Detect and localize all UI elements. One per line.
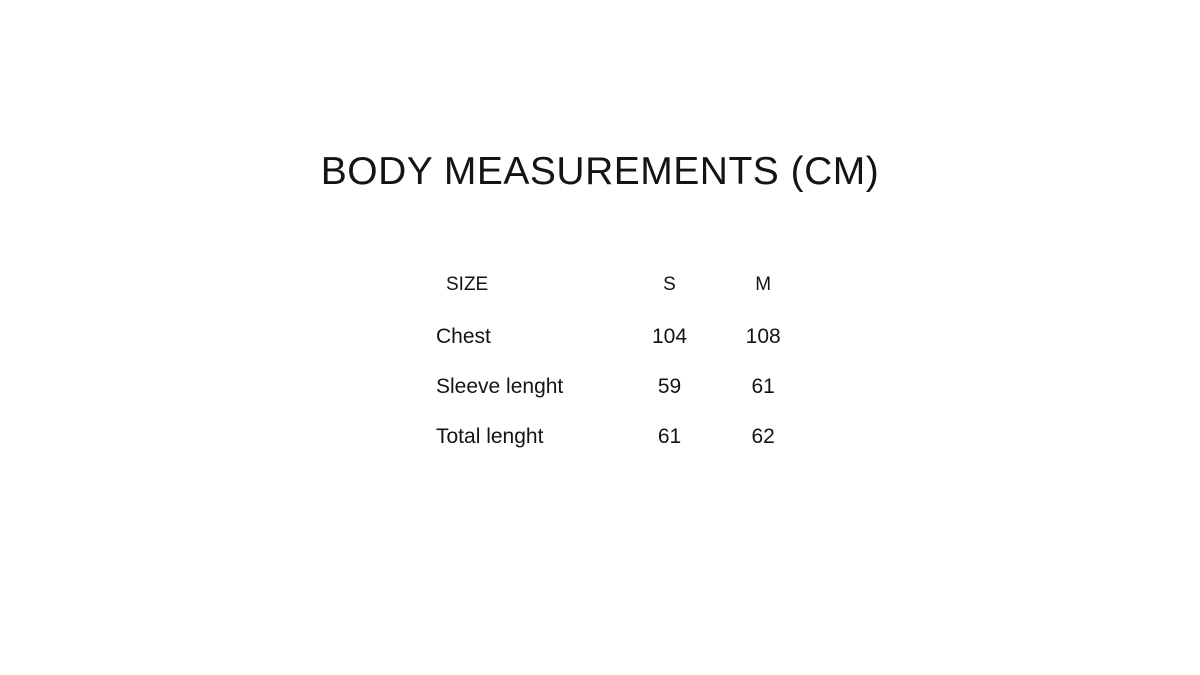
cell-total-lenght-m: 62 — [751, 425, 775, 448]
row-label-chest: Chest — [436, 325, 491, 348]
column-header-s: S — [663, 274, 676, 295]
cell-chest-m: 108 — [745, 325, 781, 348]
cell-sleeve-lenght-m: 61 — [751, 375, 775, 398]
table-row — [420, 412, 810, 462]
table-row — [420, 362, 810, 412]
cell-chest-s: 104 — [652, 325, 688, 348]
column-header-size: SIZE — [446, 274, 489, 295]
page-title: BODY MEASUREMENTS (CM) — [320, 150, 880, 193]
measurements-table — [420, 258, 810, 462]
table-row — [420, 312, 810, 362]
row-label-sleeve-lenght: Sleeve lenght — [436, 375, 564, 398]
cell-total-lenght-s: 61 — [657, 425, 682, 448]
measurements-table-container — [420, 258, 810, 462]
column-header-m: M — [755, 274, 772, 295]
cell-sleeve-lenght-s: 59 — [657, 375, 682, 398]
row-label-total-lenght: Total lenght — [436, 425, 544, 448]
table-header-row — [420, 258, 810, 312]
